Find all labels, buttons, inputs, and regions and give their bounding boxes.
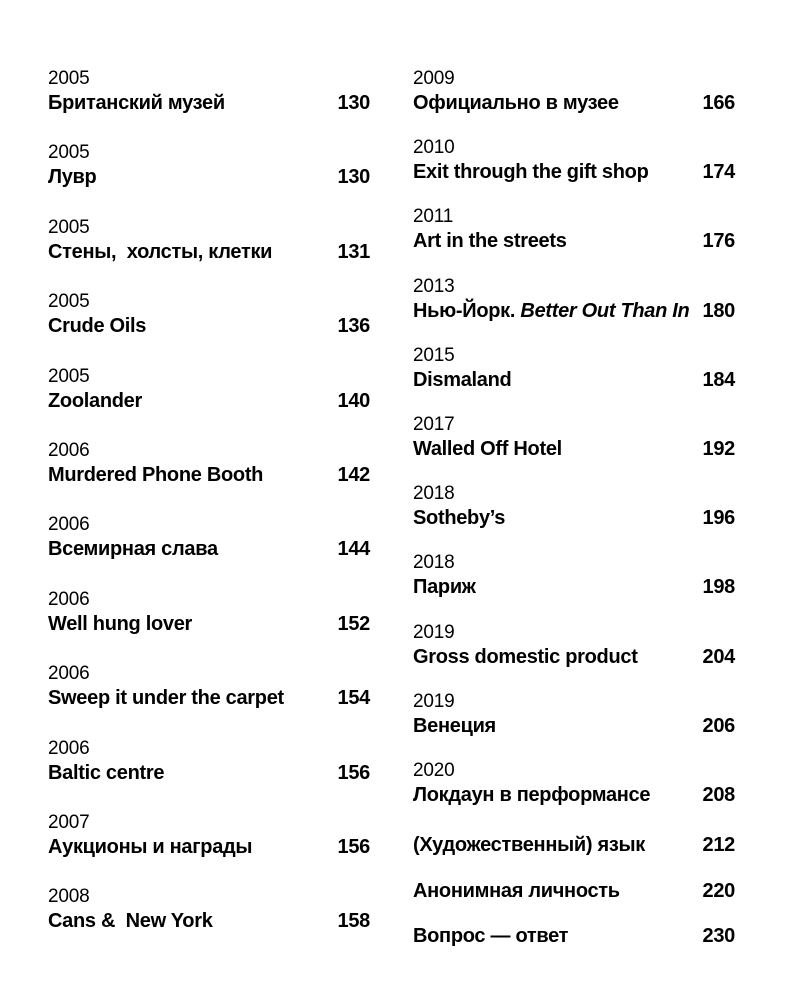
entry-title: Murdered Phone Booth — [48, 463, 264, 486]
entry-year: 2020 — [413, 759, 455, 781]
entry-year: 2005 — [48, 216, 90, 238]
entry-title — [413, 300, 689, 322]
toc-entry[interactable] — [48, 738, 370, 812]
toc-entry[interactable] — [413, 622, 735, 691]
entry-page-number: 208 — [702, 783, 735, 806]
toc-entry[interactable] — [48, 68, 370, 142]
toc-entry[interactable] — [48, 514, 370, 588]
entry-title: Cans & New York — [48, 910, 213, 933]
entry-page-number: 154 — [337, 687, 370, 710]
entry-year: 2007 — [48, 811, 90, 833]
entry-title: Британский музей — [48, 92, 225, 114]
entry-title: Всемирная слава — [48, 538, 218, 561]
entry-year: 2017 — [413, 413, 455, 435]
entry-year: 2019 — [413, 690, 455, 712]
entry-year: 2008 — [48, 886, 90, 908]
entry-page-number: 158 — [337, 910, 370, 933]
entry-year: 2005 — [48, 291, 90, 313]
entry-page-number: 136 — [337, 315, 370, 338]
entry-year: 2006 — [48, 737, 90, 759]
entry-year: 2006 — [48, 439, 90, 461]
entry-title: Gross domestic product — [413, 645, 638, 668]
toc-entry[interactable] — [48, 217, 370, 291]
entry-page-number: 204 — [702, 645, 735, 668]
entry-year: 2018 — [413, 552, 455, 574]
entry-title: Crude Oils — [48, 315, 147, 338]
toc-entry[interactable] — [413, 206, 735, 275]
entry-title-main: Нью-Йорк. — [413, 299, 516, 322]
entry-title: Локдаун в перформансе — [413, 783, 651, 806]
entry-year: 2005 — [48, 365, 90, 387]
entry-title: Официально в музее — [413, 92, 619, 114]
entry-page-number: 192 — [702, 437, 735, 460]
entry-year: 2005 — [48, 68, 90, 89]
entry-year: 2013 — [413, 275, 455, 297]
entry-page-number: 176 — [702, 230, 735, 253]
toc-entry[interactable] — [413, 483, 735, 552]
entry-year: 2006 — [48, 514, 90, 536]
entry-year: 2010 — [413, 137, 455, 159]
entry-year: 2006 — [48, 663, 90, 685]
entry-title: Dismaland — [413, 368, 512, 391]
entry-year: 2018 — [413, 483, 455, 505]
entry-title: Париж — [413, 576, 476, 599]
entry-page-number: 166 — [702, 92, 735, 114]
entry-title: Exit through the gift shop — [413, 161, 649, 184]
toc-entry[interactable] — [413, 276, 735, 345]
entry-title: Лувр — [48, 166, 97, 189]
entry-title: Венеция — [413, 714, 496, 737]
entry-year: 2015 — [413, 344, 455, 366]
entry-page-number: 212 — [702, 834, 735, 857]
entry-page-number: 156 — [337, 835, 370, 858]
toc-entry[interactable] — [48, 291, 370, 365]
entry-page-number: 184 — [702, 368, 735, 391]
toc-entry[interactable] — [413, 345, 735, 414]
toc-entry[interactable] — [48, 440, 370, 514]
entry-page-number: 206 — [702, 714, 735, 737]
toc-left-column — [48, 68, 370, 961]
entry-title: Zoolander — [48, 389, 142, 412]
entry-page-number: 174 — [702, 161, 735, 184]
entry-title: Sotheby’s — [413, 507, 506, 530]
entry-title: Art in the streets — [413, 230, 567, 253]
entry-title: Анонимная личность — [413, 879, 620, 902]
entry-title: Аукционы и награды — [48, 835, 253, 858]
toc-entry[interactable] — [48, 589, 370, 663]
entry-title-italic: Better Out Than In — [520, 299, 690, 322]
entry-year: 2011 — [413, 206, 454, 228]
entry-page-number: 144 — [337, 538, 370, 561]
entry-page-number: 230 — [702, 925, 735, 948]
toc-entry[interactable] — [413, 920, 735, 966]
entry-page-number: 131 — [337, 240, 370, 263]
entry-year: 2019 — [413, 621, 455, 643]
entry-title: Baltic centre — [48, 761, 165, 784]
entry-title: Walled Off Hotel — [413, 437, 562, 460]
entry-page-number: 130 — [337, 92, 370, 114]
entry-year: 2006 — [48, 588, 90, 610]
entry-page-number: 180 — [702, 299, 735, 322]
entry-year: 2009 — [413, 68, 455, 89]
toc-entry[interactable] — [413, 414, 735, 483]
toc-entry[interactable] — [48, 886, 370, 960]
toc-entry[interactable] — [48, 142, 370, 216]
toc-entry[interactable] — [48, 366, 370, 440]
entry-title: Sweep it under the carpet — [48, 687, 284, 710]
toc-entry[interactable] — [413, 691, 735, 760]
entry-year: 2005 — [48, 142, 90, 164]
entry-title: Стены, холсты, клетки — [48, 240, 273, 263]
entry-title: (Художественный) язык — [413, 834, 646, 857]
toc-entry[interactable] — [413, 552, 735, 621]
entry-page-number: 156 — [337, 761, 370, 784]
toc-entry[interactable] — [48, 812, 370, 886]
toc-right-column — [413, 68, 735, 966]
entry-page-number: 142 — [337, 463, 370, 486]
entry-title: Вопрос — ответ — [413, 925, 569, 948]
entry-page-number: 130 — [337, 166, 370, 189]
entry-page-number: 198 — [702, 576, 735, 599]
toc-entry[interactable] — [413, 875, 735, 921]
toc-entry[interactable] — [413, 829, 735, 875]
toc-entry[interactable] — [413, 137, 735, 206]
entry-page-number: 140 — [337, 389, 370, 412]
entry-page-number: 152 — [337, 612, 370, 635]
toc-entry[interactable] — [413, 68, 735, 137]
toc-entry[interactable] — [48, 663, 370, 737]
entry-page-number: 196 — [702, 507, 735, 530]
entry-title: Well hung lover — [48, 612, 193, 635]
toc-entry[interactable] — [413, 760, 735, 829]
entry-page-number: 220 — [702, 879, 735, 902]
